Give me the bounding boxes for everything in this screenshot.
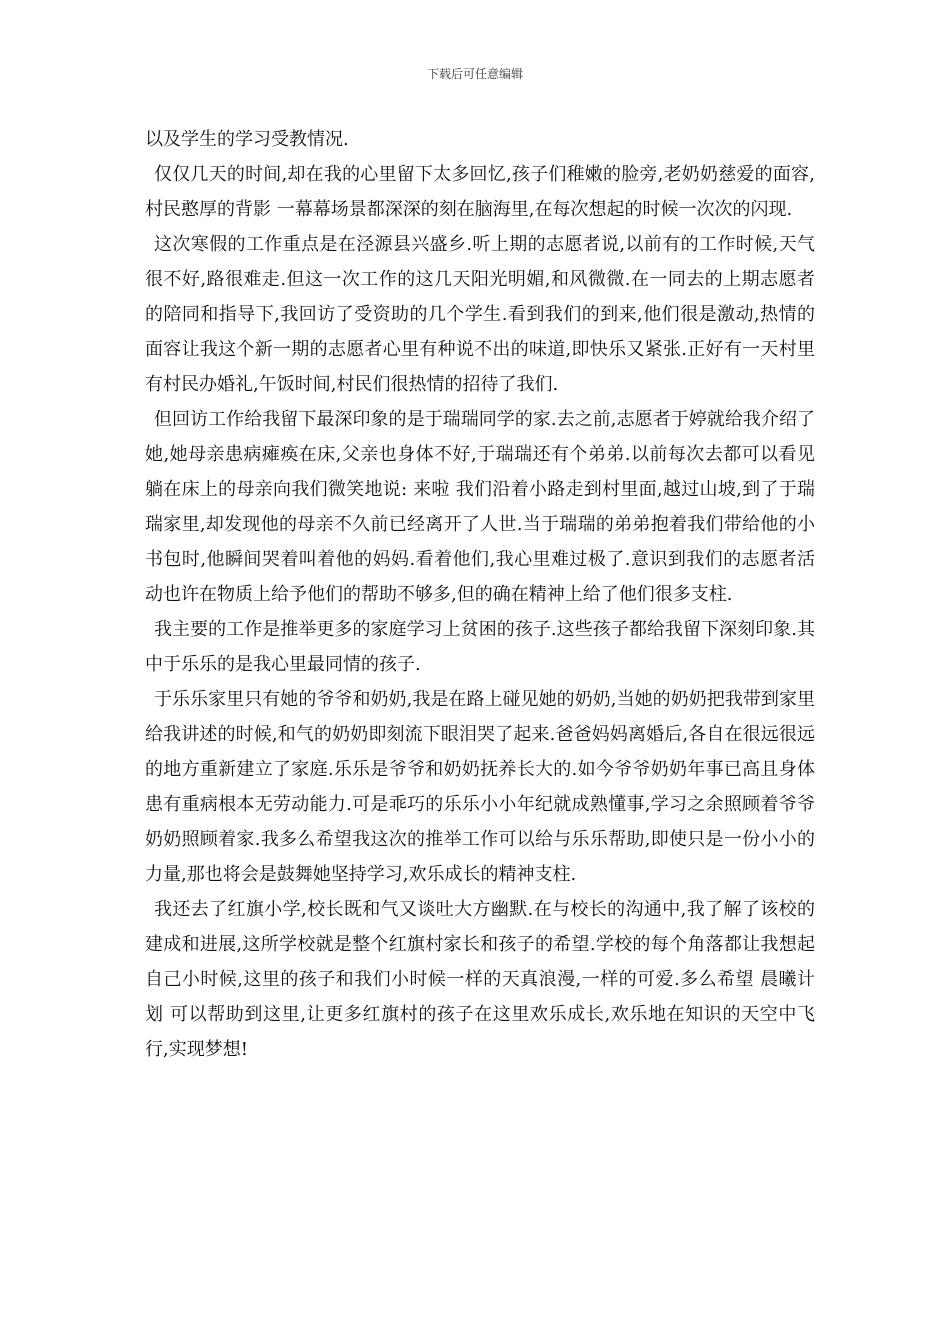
paragraph: 这次寒假的工作重点是在泾源县兴盛乡.听上期的志愿者说,以前有的工作时候,天气很不好,路很难走.但这一次工作的这几天阳光明媚,和风微微.在一同去的上期志愿者的陪同和指导下,我回访了受资助的几个学生.看到我们的到来,他们很是激动,热情的面容让我这个新一期的志愿者心里有种说不出的味道,即快乐又紧张.正好有一天村里有村民办婚礼,午饭时间,村民们很热情的招待了我们.: [145, 234, 815, 395]
paragraph: 仅仅几天的时间,却在我的心里留下太多回忆,孩子们稚嫩的脸旁,老奶奶慈爱的面容,村民憨厚的背影 一幕幕场景都深深的刻在脑海里,在每次想起的时候一次次的闪现.: [145, 164, 815, 220]
paragraph: 我还去了红旗小学,校长既和气又谈吐大方幽默.在与校长的沟通中,我了解了该校的建成和进展,这所学校就是整个红旗村家长和孩子的希望.学校的每个角落都让我想起自己小时候,这里的孩子和我们小时候一样的天真浪漫,一样的可爱.多么希望 晨曦计划 可以帮助到这里,让更多红旗村的孩子在这里欢乐成长,欢乐地在知识的天空中飞行,实现梦想!: [145, 899, 815, 1060]
document-body: [145, 122, 815, 1067]
paragraph: 以及学生的学习受教情况.: [145, 129, 349, 150]
paragraph: 我主要的工作是推举更多的家庭学习上贫困的孩子.这些孩子都给我留下深刻印象.其中于乐乐的是我心里最同情的孩子.: [145, 619, 815, 675]
paragraph: 但回访工作给我留下最深印象的是于瑞瑞同学的家.去之前,志愿者于婷就给我介绍了她,她母亲患病瘫痪在床,父亲也身体不好,于瑞瑞还有个弟弟.以前每次去都可以看见躺在床上的母亲向我们微笑地说: 来啦 我们沿着小路走到村里面,越过山坡,到了于瑞瑞家里,却发现他的母亲不久前已经离开了人世.当于瑞瑞的弟弟抱着我们带给他的小书包时,他瞬间哭着叫着他的妈妈.看着他们,我心里难过极了.意识到我们的志愿者活动也许在物质上给予他们的帮助不够多,但的确在精神上给了他们很多支柱.: [145, 409, 815, 605]
page-header: 下载后可任意编辑: [426, 67, 523, 81]
paragraph: 于乐乐家里只有她的爷爷和奶奶,我是在路上碰见她的奶奶,当她的奶奶把我带到家里给我讲述的时候,和气的奶奶即刻流下眼泪哭了起来.爸爸妈妈离婚后,各自在很远很远的地方重新建立了家庭.乐乐是爷爷和奶奶抚养长大的.如今爷爷奶奶年事已高且身体患有重病根本无劳动能力.可是乖巧的乐乐小小年纪就成熟懂事,学习之余照顾着爷爷奶奶照顾着家.我多么希望我这次的推举工作可以给与乐乐帮助,即使只是一份小小的力量,那也将会是鼓舞她坚持学习,欢乐成长的精神支柱.: [145, 689, 815, 885]
